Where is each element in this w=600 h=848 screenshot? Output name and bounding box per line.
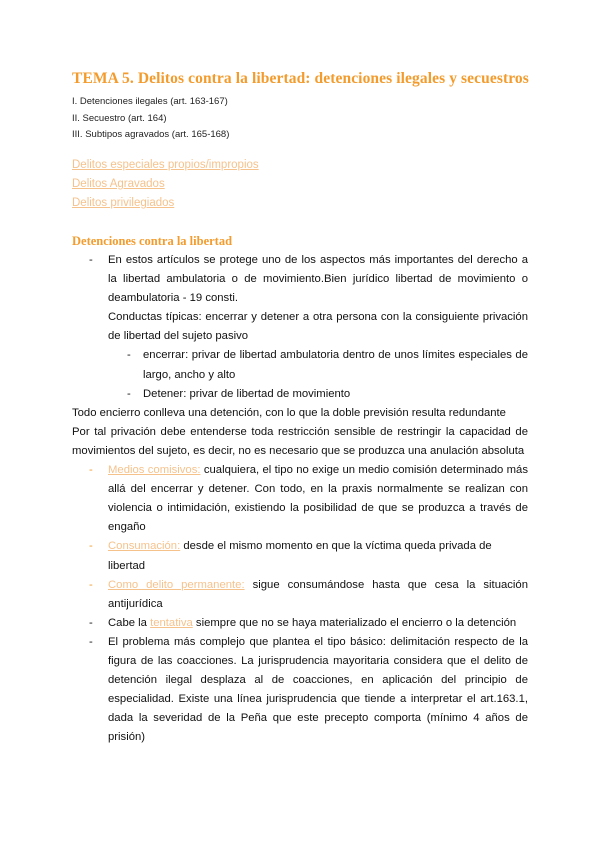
bullet-text-pre: Cabe la	[108, 616, 151, 629]
section-content	[72, 251, 528, 747]
bullet-text: En estos artículos se protege uno de los aspectos más importantes del derecho a la libertad ambulatoria o de movimiento.Bien jurídico libertad de movimiento o deambulatoria - 19 consti.	[108, 254, 528, 305]
bullet-text: cualquiera, el tipo no exige un medio comisión determinado más allá del encerrar y detener. Con todo, en la praxis normalmente se realizan con violencia o intimidación, existiendo la posibilidad de que se produzca a través de engaño	[108, 464, 528, 534]
bullet-dash: -	[89, 635, 93, 648]
bullet-continuation: Conductas típicas: encerrar y detener a otra persona con la consiguiente privación de libertad del sujeto pasivo	[108, 311, 528, 343]
link-consumacion[interactable]: Consumación:	[108, 540, 181, 553]
bullet-text: desde el mismo momento en que la víctima queda privada de libertad	[108, 540, 492, 572]
table-of-contents	[72, 94, 229, 144]
link-delitos-especiales[interactable]: Delitos especiales propios/impropios	[72, 159, 259, 171]
toc-item: III. Subtipos agravados (art. 165-168)	[72, 129, 230, 140]
bullet-dash: -	[89, 254, 93, 266]
paragraph: Por tal privación debe entenderse toda restricción sensible de restringir la capacidad de movimientos del sujeto, es decir, no es necesario que se produzca una anulación absoluta	[72, 425, 528, 457]
bullet-dash: -	[89, 616, 93, 629]
list-item	[72, 633, 528, 748]
link-medios-comisivos[interactable]: Medios comisivos:	[108, 464, 201, 477]
link-delito-permanente[interactable]: Como delito permanente:	[108, 578, 245, 591]
related-links	[72, 156, 259, 213]
bullet-text: El problema más complejo que plantea el tipo básico: delimitación respecto de la figura de las coacciones. La jurisprudencia mayoritaria considera que el delito de detención ilegal desplaza al de coacciones, en aplicación del principio de especialidad. Existe una línea jurisprudencia que tiende a interpretar el art.163.1, dada la severidad de la Peña que este precepto comporta (mínimo 4 años de prisión)	[108, 635, 528, 744]
list-item	[72, 614, 528, 633]
bullet-dash: -	[89, 540, 93, 553]
list-item	[72, 576, 528, 614]
list-item	[72, 251, 528, 346]
list-item	[72, 461, 528, 537]
page-title: TEMA 5. Delitos contra la libertad: detenciones ilegales y secuestros	[72, 70, 529, 87]
bullet-text-post: siempre que no se haya materializado el encierro o la detención	[192, 616, 517, 629]
bullet-dash: -	[127, 349, 131, 362]
toc-item: II. Secuestro (art. 164)	[72, 112, 167, 124]
sub-list-item	[72, 346, 528, 384]
paragraph: Todo encierro conlleva una detención, con lo que la doble previsión resulta redundante	[72, 406, 506, 419]
list-item	[72, 537, 528, 575]
sub-bullet-text: Detener: privar de libertad de movimiento	[143, 387, 351, 400]
link-tentativa[interactable]: tentativa	[150, 616, 193, 629]
toc-item: I. Detenciones ilegales (art. 163-167)	[72, 96, 228, 107]
link-delitos-privilegiados[interactable]: Delitos privilegiados	[72, 197, 175, 209]
bullet-dash: -	[89, 464, 93, 477]
bullet-dash: -	[127, 387, 131, 400]
sub-list-item	[72, 385, 528, 404]
bullet-dash: -	[89, 578, 93, 591]
link-delitos-agravados[interactable]: Delitos Agravados	[72, 178, 165, 190]
bullet-text: sigue consumándose hasta que cesa la situación antijurídica	[108, 578, 528, 610]
section-heading: Detenciones contra la libertad	[72, 234, 233, 248]
sub-bullet-text: encerrar: privar de libertad ambulatoria dentro de unos límites especiales de largo, ancho y alto	[143, 349, 528, 381]
